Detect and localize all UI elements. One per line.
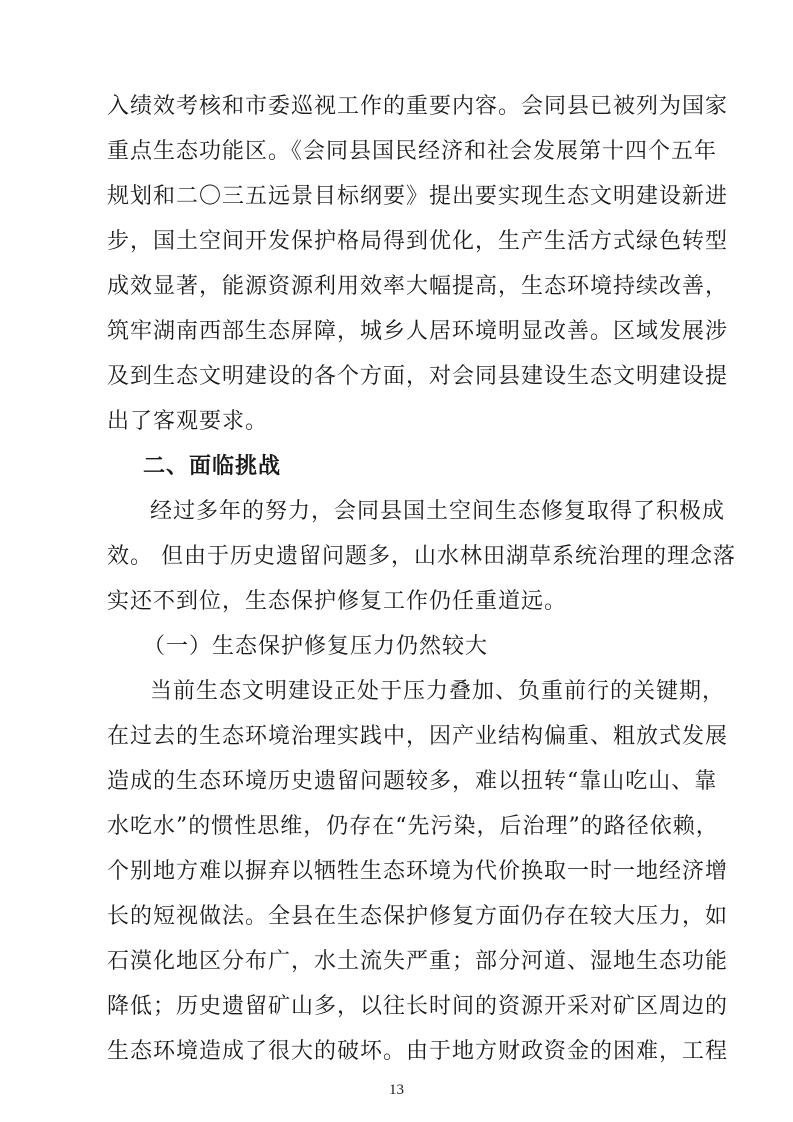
paragraph-1-line-2: 重点生态功能区。《会同县国民经济和社会发展第十四个五年 — [107, 139, 718, 164]
paragraph-1-line-5: 成效显著，能源资源利用效率大幅提高，生态环境持续改善， — [107, 274, 729, 299]
paragraph-3-line-8: 降低；历史遗留矿山多，以往长时间的资源开采对矿区周边的 — [107, 994, 729, 1019]
section-heading: 二、面临挑战 — [143, 454, 282, 479]
page-number: 13 — [389, 1082, 404, 1098]
paragraph-3-line-4: 水吃水”的惯性思维，仍存在“先污染，后治理”的路径依赖， — [107, 814, 719, 839]
subsection-heading: （一）生态保护修复压力仍然较大 — [143, 634, 489, 659]
paragraph-3-line-5: 个别地方难以摒弃以牺牲生态环境为代价换取一时一地经济增 — [107, 859, 729, 884]
paragraph-3-line-6: 长的短视做法。全县在生态保护修复方面仍存在较大压力，如 — [107, 904, 729, 929]
paragraph-3-line-2: 在过去的生态环境治理实践中，因产业结构偏重、粗放式发展 — [107, 724, 729, 749]
paragraph-3-line-9: 生态环境造成了很大的破坏。由于地方财政资金的困难，工程 — [107, 1039, 729, 1064]
paragraph-1-line-7: 及到生态文明建设的各个方面，对会同县建设生态文明建设提 — [107, 364, 729, 389]
paragraph-1-line-1: 入绩效考核和市委巡视工作的重要内容。会同县已被列为国家 — [107, 94, 729, 119]
paragraph-3-line-3: 造成的生态环境历史遗留问题较多，难以扭转“靠山吃山、靠 — [107, 769, 718, 794]
paragraph-2-line-3: 实还不到位，生态保护修复工作仍任重道远。 — [107, 589, 568, 614]
paragraph-1-line-8: 出了客观要求。 — [107, 409, 269, 434]
paragraph-1-line-3: 规划和二〇三五远景目标纲要》提出要实现生态文明建设新进 — [107, 184, 729, 209]
paragraph-1-line-6: 筑牢湖南西部生态屏障，城乡人居环境明显改善。区域发展涉 — [107, 319, 729, 344]
paragraph-2-line-1: 经过多年的努力，会同县国土空间生态修复取得了积极成 — [150, 499, 726, 524]
paragraph-1-line-4: 步，国土空间开发保护格局得到优化，生产生活方式绿色转型 — [107, 229, 729, 254]
paragraph-2-line-2: 效。 但由于历史遗留问题多，山水林田湖草系统治理的理念落 — [107, 544, 736, 569]
paragraph-3-line-1: 当前生态文明建设正处于压力叠加、负重前行的关键期， — [150, 679, 726, 704]
paragraph-3-line-7: 石漠化地区分布广，水土流失严重；部分河道、湿地生态功能 — [107, 949, 729, 974]
